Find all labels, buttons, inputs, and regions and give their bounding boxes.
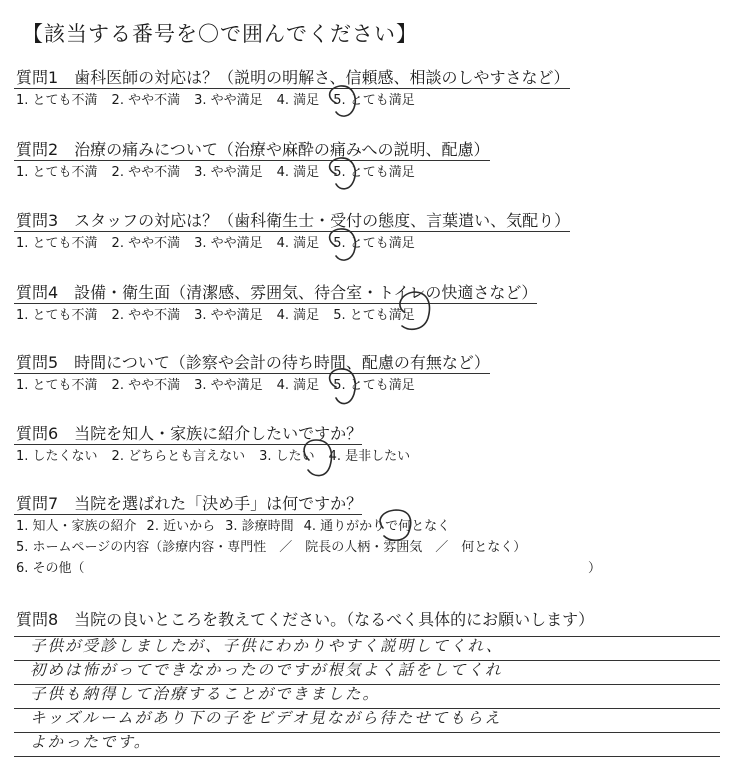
option-4[interactable]: 4. 満足	[276, 165, 320, 180]
question-6	[14, 424, 714, 466]
option-5[interactable]: 5. とても満足	[333, 165, 415, 180]
option-5[interactable]: 5. ホームページの内容（診療内容・専門性 ／ 院長の人柄・雰囲気 ／ 何となく）	[16, 540, 527, 555]
question-title: 質問7 当院を選ばれた「決め手」は何ですか？	[16, 494, 363, 513]
option-5[interactable]: 5. とても満足	[333, 308, 415, 323]
handwritten-answer-line: よかったです。	[30, 733, 152, 751]
option-row	[14, 306, 714, 325]
question-title: 質問5 時間について（診察や会計の待ち時間、配慮の有無など）	[16, 353, 490, 372]
option-1[interactable]: 1. 知人・家族の紹介	[16, 519, 137, 534]
option-2[interactable]: 2. やや不満	[111, 378, 181, 393]
option-1[interactable]: 1. とても不満	[16, 308, 98, 323]
option-row	[14, 91, 714, 110]
option-2[interactable]: 2. やや不満	[111, 165, 181, 180]
handwritten-answer-line: 初めは怖がってできなかったのですが根気よく話をしてくれ	[30, 661, 503, 679]
option-4[interactable]: 4. 満足	[276, 378, 320, 393]
option-3[interactable]: 3. やや満足	[194, 93, 263, 108]
option-1[interactable]: 1. したくない	[16, 449, 98, 464]
option-row-2	[14, 538, 714, 557]
option-2[interactable]: 2. やや不満	[111, 308, 181, 323]
option-3[interactable]: 3. やや満足	[194, 308, 263, 323]
question-title: 質問2 治療の痛みについて（治療や麻酔の痛みへの説明、配慮）	[16, 140, 490, 159]
question-2	[14, 140, 714, 182]
handwritten-answer-line: 子供も納得して治療することができました。	[30, 685, 381, 703]
question-3	[14, 211, 714, 253]
option-1[interactable]: 1. とても不満	[16, 165, 98, 180]
option-row	[14, 234, 714, 253]
option-4[interactable]: 4. 是非したい	[328, 449, 411, 464]
question-title: 質問1 歯科医師の対応は？（説明の明解さ、信頼感、相談のしやすさなど）	[16, 68, 570, 87]
option-2[interactable]: 2. やや不満	[111, 93, 181, 108]
question-5	[14, 353, 714, 395]
option-6-close: ）	[588, 561, 602, 576]
option-1[interactable]: 1. とても不満	[16, 378, 98, 393]
option-1[interactable]: 1. とても不満	[16, 236, 98, 251]
option-3[interactable]: 3. 診療時間	[225, 519, 294, 534]
option-row	[14, 447, 714, 466]
option-row	[14, 163, 714, 182]
question-1	[14, 68, 714, 110]
option-2[interactable]: 2. 近いから	[146, 519, 216, 534]
option-3[interactable]: 3. やや満足	[194, 165, 263, 180]
option-4[interactable]: 4. 満足	[276, 236, 320, 251]
option-5[interactable]: 5. とても満足	[333, 378, 415, 393]
option-1[interactable]: 1. とても不満	[16, 93, 98, 108]
question-title: 質問6 当院を知人・家族に紹介したいですか？	[16, 424, 363, 443]
handwritten-answer-line: キッズルームがあり下の子をビデオ見ながら待たせてもらえ	[30, 709, 502, 727]
question-title: 質問8 当院の良いところを教えてください。（なるべく具体的にお願いします）	[16, 610, 595, 629]
option-3[interactable]: 3. やや満足	[194, 236, 263, 251]
option-3[interactable]: 3. やや満足	[194, 378, 263, 393]
option-row	[14, 376, 714, 395]
option-4[interactable]: 4. 満足	[276, 93, 320, 108]
option-3[interactable]: 3. したい	[259, 449, 315, 464]
option-2[interactable]: 2. どちらとも言えない	[111, 449, 246, 464]
question-title: 質問4 設備・衛生面（清潔感、雰囲気、待合室・トイレの快適さなど）	[16, 283, 538, 302]
survey-heading: 【該当する番号を〇で囲んでください】	[22, 22, 418, 46]
option-5[interactable]: 5. とても満足	[333, 93, 415, 108]
option-row-3	[14, 559, 714, 578]
handwritten-answer-line: 子供が受診しましたが、子供にわかりやすく説明してくれ、	[30, 637, 504, 655]
question-title: 質問3 スタッフの対応は？（歯科衛生士・受付の態度、言葉遣い、気配り）	[16, 211, 571, 230]
option-5[interactable]: 5. とても満足	[333, 236, 415, 251]
question-7	[14, 494, 714, 578]
option-2[interactable]: 2. やや不満	[111, 236, 181, 251]
question-4	[14, 283, 714, 325]
option-6[interactable]: 6. その他（	[16, 561, 85, 576]
option-row	[14, 517, 714, 536]
option-4[interactable]: 4. 通りがかりで何となく	[303, 519, 451, 534]
option-4[interactable]: 4. 満足	[276, 308, 320, 323]
